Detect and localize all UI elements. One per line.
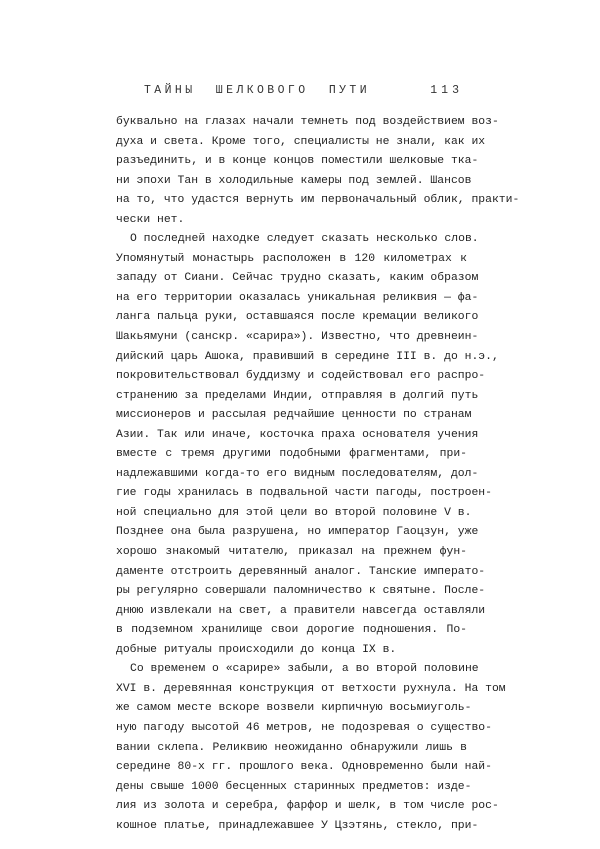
text-line: Позднее она была разрушена, но император Гаоцзун, уже <box>116 526 479 539</box>
text-line: западу от Сиани. Сейчас трудно сказать, каким образом <box>116 272 479 285</box>
text-line: же самом месте вскоре возвели кирпичную восьмиуголь- <box>116 702 472 715</box>
text-line: Шакьямуни (санскр. «сарира»). Известно, что древнеин- <box>116 331 479 344</box>
text-line: кошное платье, принадлежавшее У Цзэтянь, стекло, при- <box>116 819 479 832</box>
text-line: миссионеров и рассылая редчайшие ценности по странам <box>116 409 472 422</box>
text-line: днюю извлекали на свет, а правители навсегда оставляли <box>116 604 486 617</box>
text-line: XVI в. деревянная конструкция от ветхости рухнула. На том <box>116 682 506 695</box>
text-line: чески нет. <box>116 213 185 226</box>
text-line: даменте отстроить деревянный аналог. Танские императо- <box>116 565 486 578</box>
text-line: гие годы хранилась в подвальной части пагоды, построен- <box>116 487 492 500</box>
text-line: середине 80-х гг. прошлого века. Одновременно были най- <box>116 761 492 774</box>
text-line: буквально на глазах начали темнеть под воздействием воз- <box>116 116 499 128</box>
text-line: ланга пальца руки, оставшаяся после кремации великого <box>116 311 479 324</box>
paragraph <box>116 230 499 660</box>
text-line: ры регулярно совершали паломничество к святыне. После- <box>116 585 486 598</box>
text-line: покровительствовал буддизму и содействовал его распро- <box>116 370 486 383</box>
text-line: добные ритуалы происходили до конца IX в. <box>116 643 397 656</box>
text-line: вместе с тремя другими подобными фрагментами, при- <box>116 448 467 461</box>
text-line: в подземном хранилище свои дорогие подношения. По- <box>116 624 467 637</box>
text-line: хорошо знакомый читателю, приказал на прежнем фун- <box>116 546 467 559</box>
running-title: ТАЙНЫ ШЕЛКОВОГО ПУТИ <box>144 84 371 97</box>
page-number: 113 <box>430 84 463 97</box>
text-line: Азии. Так или иначе, косточка праха основателя учения <box>116 428 479 441</box>
text-line: дийский царь Ашока, правивший в середине III в. до н.э., <box>116 350 499 363</box>
paragraph <box>116 660 506 836</box>
text-line: на то, что удастся вернуть им первоначальный облик, практи- <box>116 194 520 207</box>
text-line: вании склепа. Реликвию неожиданно обнаружили лишь в <box>116 741 467 754</box>
text-line: надлежавшими когда-то его видным последователям, дол- <box>116 467 479 480</box>
text-line: Упомянутый монастырь расположен в 120 километрах к <box>116 252 467 265</box>
text-line: дены свыше 1000 бесценных старинных предметов: изде- <box>116 780 472 793</box>
text-line: на его территории оказалась уникальная реликвия — фа- <box>116 291 479 304</box>
text-line: лия из золота и серебра, фарфор и шелк, в том числе рос- <box>116 800 499 813</box>
body-text <box>116 113 520 836</box>
paragraph <box>116 113 520 230</box>
text-line: Со временем о «сарире» забыли, а во второй половине <box>130 663 479 676</box>
text-line: странению за пределами Индии, отправляя в долгий путь <box>116 389 479 402</box>
text-line: ную пагоду высотой 46 метров, не подозревая о существо- <box>116 721 492 734</box>
text-line: разъединить, и в конце концов поместили шелковые тка- <box>116 155 479 168</box>
text-line: духа и света. Кроме того, специалисты не знали, как их <box>116 135 486 148</box>
text-line: ни эпохи Тан в холодильные камеры под землей. Шансов <box>116 174 472 187</box>
text-line: О последней находке следует сказать несколько слов. <box>130 233 479 246</box>
text-line: ной специально для этой цели во второй половине V в. <box>116 506 472 519</box>
running-head <box>116 84 463 100</box>
